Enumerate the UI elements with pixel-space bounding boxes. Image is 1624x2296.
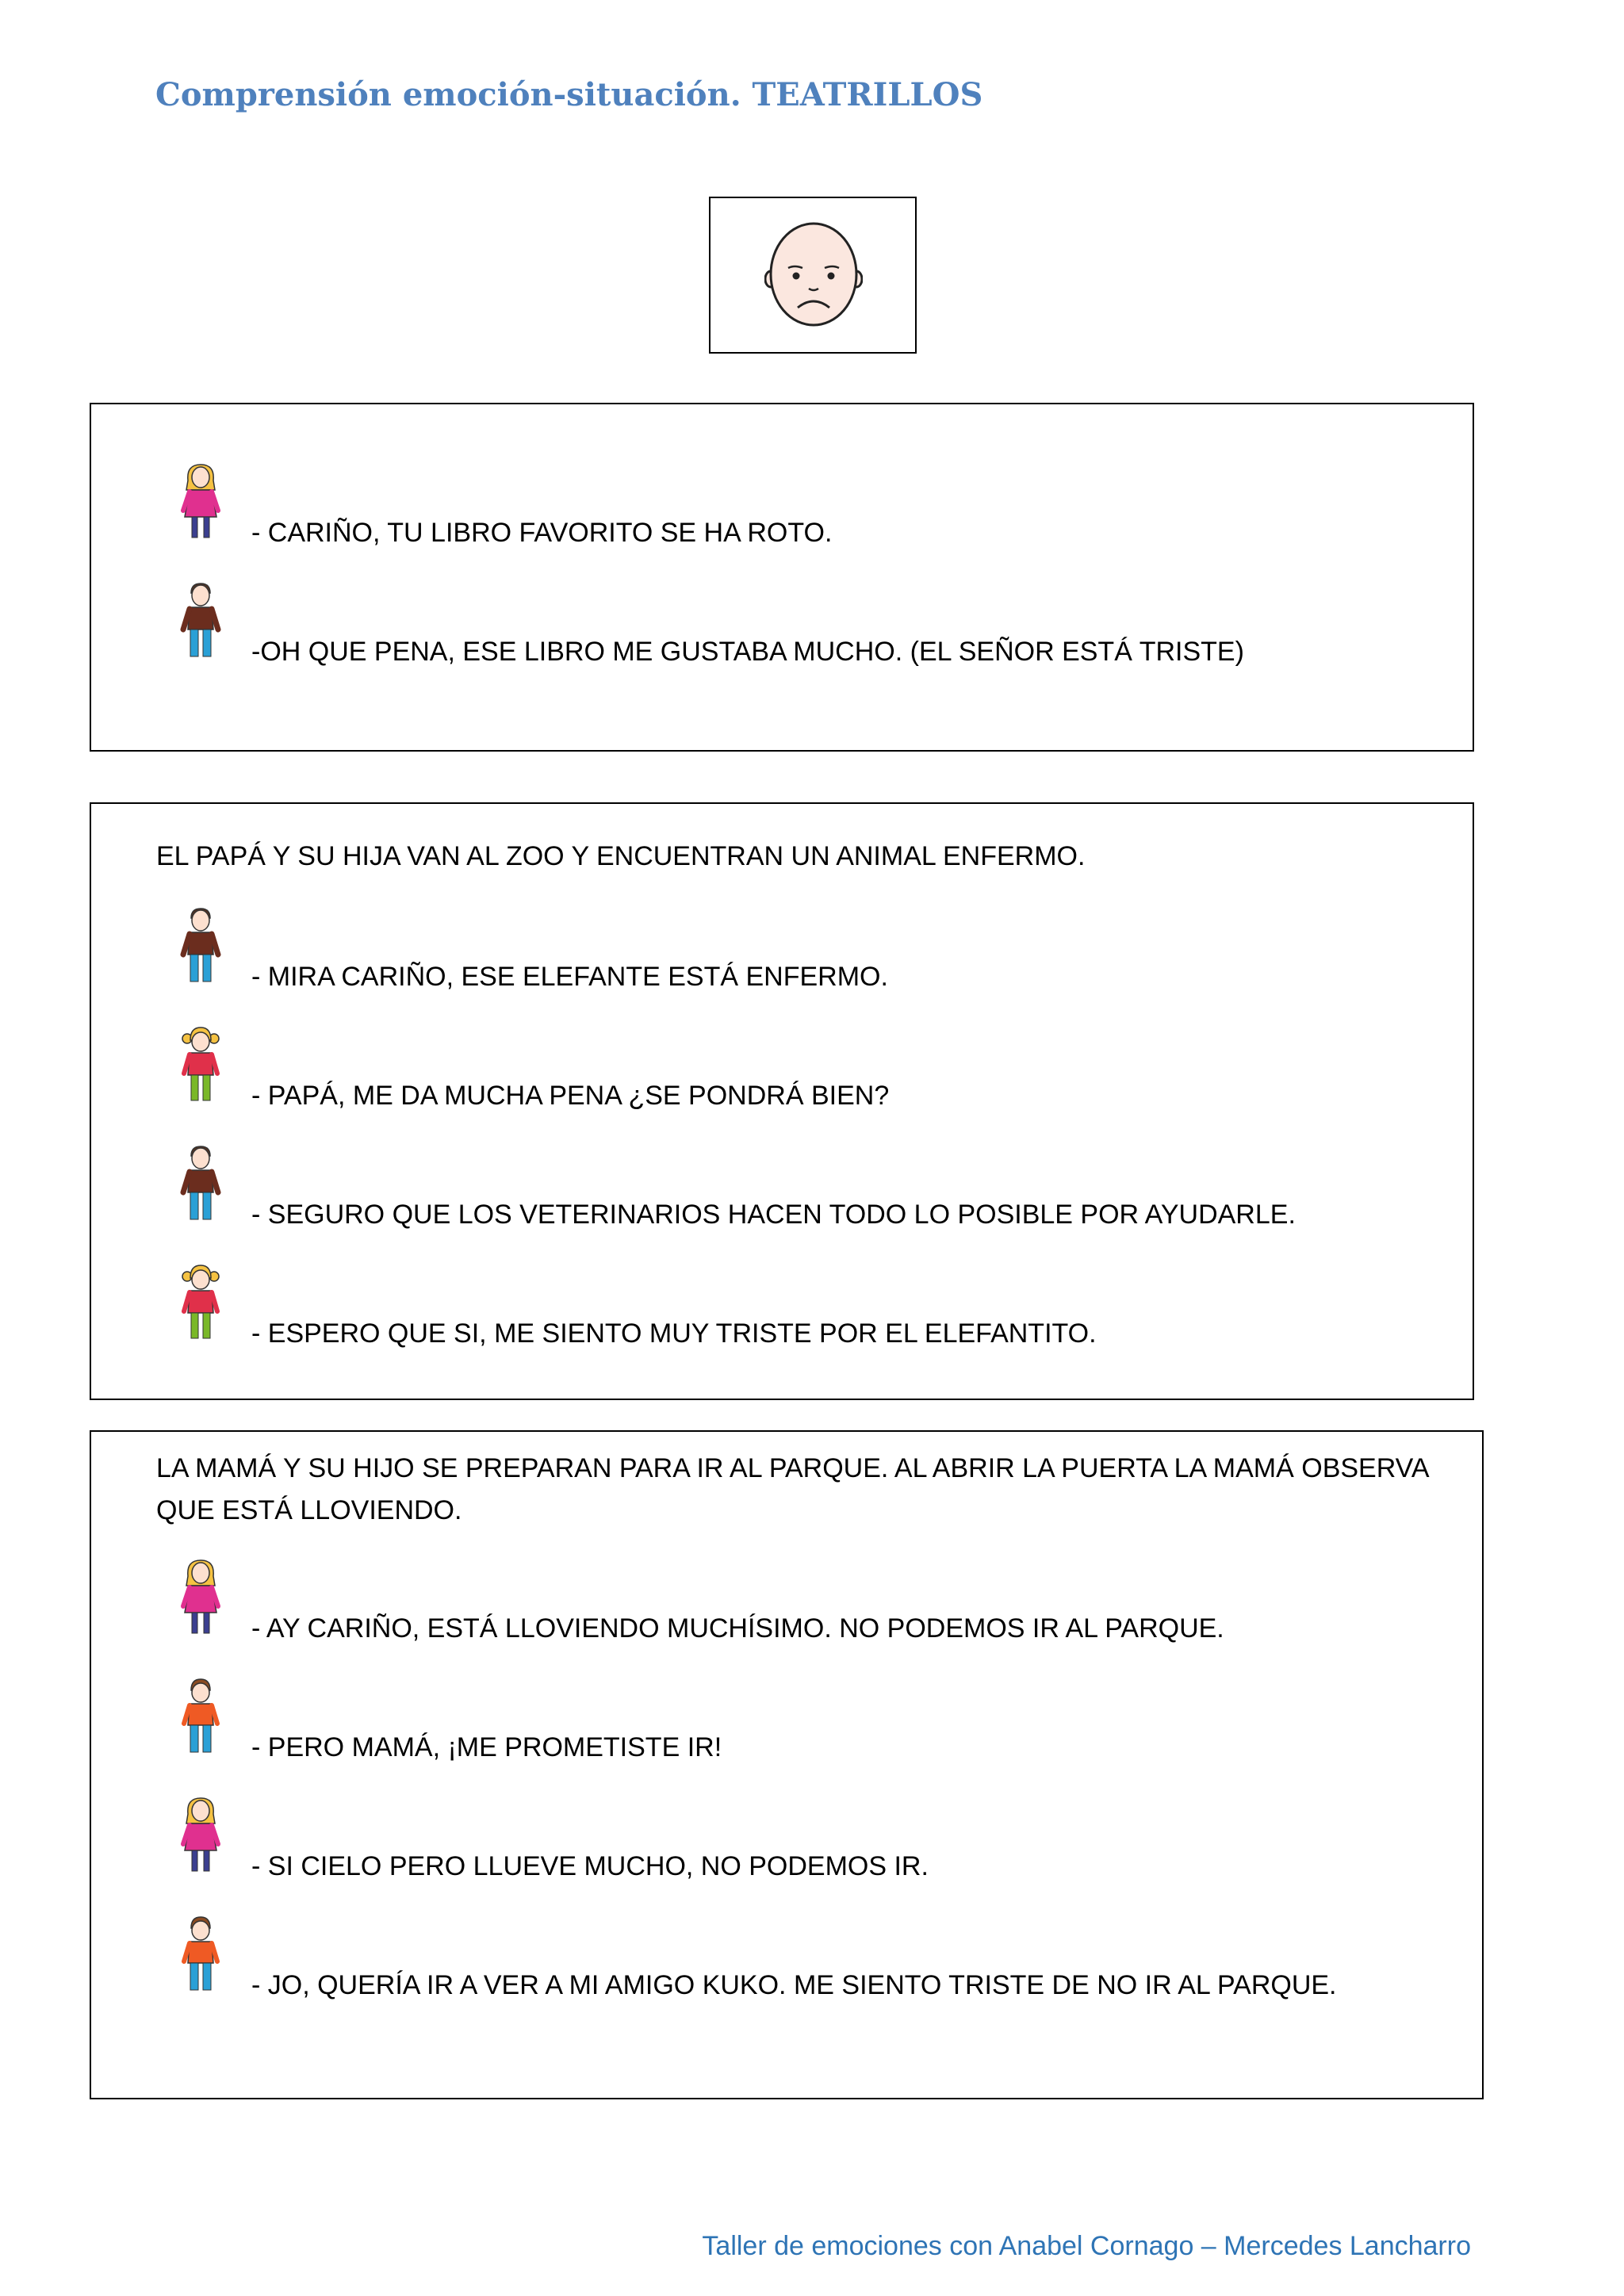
dialogue-line (91, 1914, 1482, 2001)
boy-icon (180, 1676, 221, 1759)
dialogue-line (91, 1143, 1473, 1230)
scene-3-panel (90, 1430, 1484, 2099)
dialogue-line (91, 580, 1473, 668)
dialogue-text: - AY CARIÑO, ESTÁ LLOVIENDO MUCHÍSIMO. NO PODEMOS IR AL PARQUE. (251, 1613, 1224, 1644)
dialogue-line (91, 1262, 1473, 1349)
man-icon (180, 580, 221, 664)
dialogue-text: - JO, QUERÍA IR A VER A MI AMIGO KUKO. ME SIENTO TRISTE DE NO IR AL PARQUE. (251, 1970, 1337, 2000)
dialogue-text: - CARIÑO, TU LIBRO FAVORITO SE HA ROTO. (251, 518, 833, 548)
scene-2-panel (90, 802, 1474, 1400)
boy-icon (180, 1914, 221, 1997)
dialogue-line (91, 1024, 1473, 1112)
dialogue-text: - SI CIELO PERO LLUEVE MUCHO, NO PODEMOS IR. (251, 1851, 929, 1881)
dialogue-text: - MIRA CARIÑO, ESE ELEFANTE ESTÁ ENFERMO. (251, 962, 888, 992)
dialogue-line (91, 905, 1473, 993)
girl-icon (180, 1262, 221, 1345)
dialogue-line (91, 1795, 1482, 1882)
dialogue-line (91, 1676, 1482, 1763)
dialogue-text: - ESPERO QUE SI, ME SIENTO MUY TRISTE POR EL ELEFANTITO. (251, 1318, 1097, 1349)
page-title: Comprensión emoción-situación. TEATRILLOS (155, 76, 983, 113)
page-footer: Taller de emociones con Anabel Cornago – Mercedes Lancharro (702, 2231, 1471, 2261)
mother-icon (180, 1795, 221, 1878)
dialogue-text: - SEGURO QUE LOS VETERINARIOS HACEN TODO LO POSIBLE POR AYUDARLE. (251, 1200, 1296, 1230)
dialogue-line (91, 1557, 1482, 1644)
man-icon (180, 905, 221, 989)
man-icon (180, 1143, 221, 1226)
sad-face-icon (764, 222, 863, 330)
mother-icon (180, 461, 221, 545)
dialogue-text: -OH QUE PENA, ESE LIBRO ME GUSTABA MUCHO. (EL SEÑOR ESTÁ TRISTE) (251, 637, 1244, 667)
emotion-card (709, 197, 917, 354)
scene-1-panel (90, 403, 1474, 752)
scene-narration: EL PAPÁ Y SU HIJA VAN AL ZOO Y ENCUENTRAN UN ANIMAL ENFERMO. (156, 841, 1086, 871)
dialogue-text: - PERO MAMÁ, ¡ME PROMETISTE IR! (251, 1732, 722, 1762)
dialogue-line (91, 461, 1473, 549)
dialogue-text: - PAPÁ, ME DA MUCHA PENA ¿SE PONDRÁ BIEN? (251, 1081, 890, 1111)
scene-narration: LA MAMÁ Y SU HIJO SE PREPARAN PARA IR AL PARQUE. AL ABRIR LA PUERTA LA MAMÁ OBSERVA QUE ESTÁ LLOVIENDO. (156, 1453, 1428, 1525)
mother-icon (180, 1557, 221, 1640)
girl-icon (180, 1024, 221, 1108)
